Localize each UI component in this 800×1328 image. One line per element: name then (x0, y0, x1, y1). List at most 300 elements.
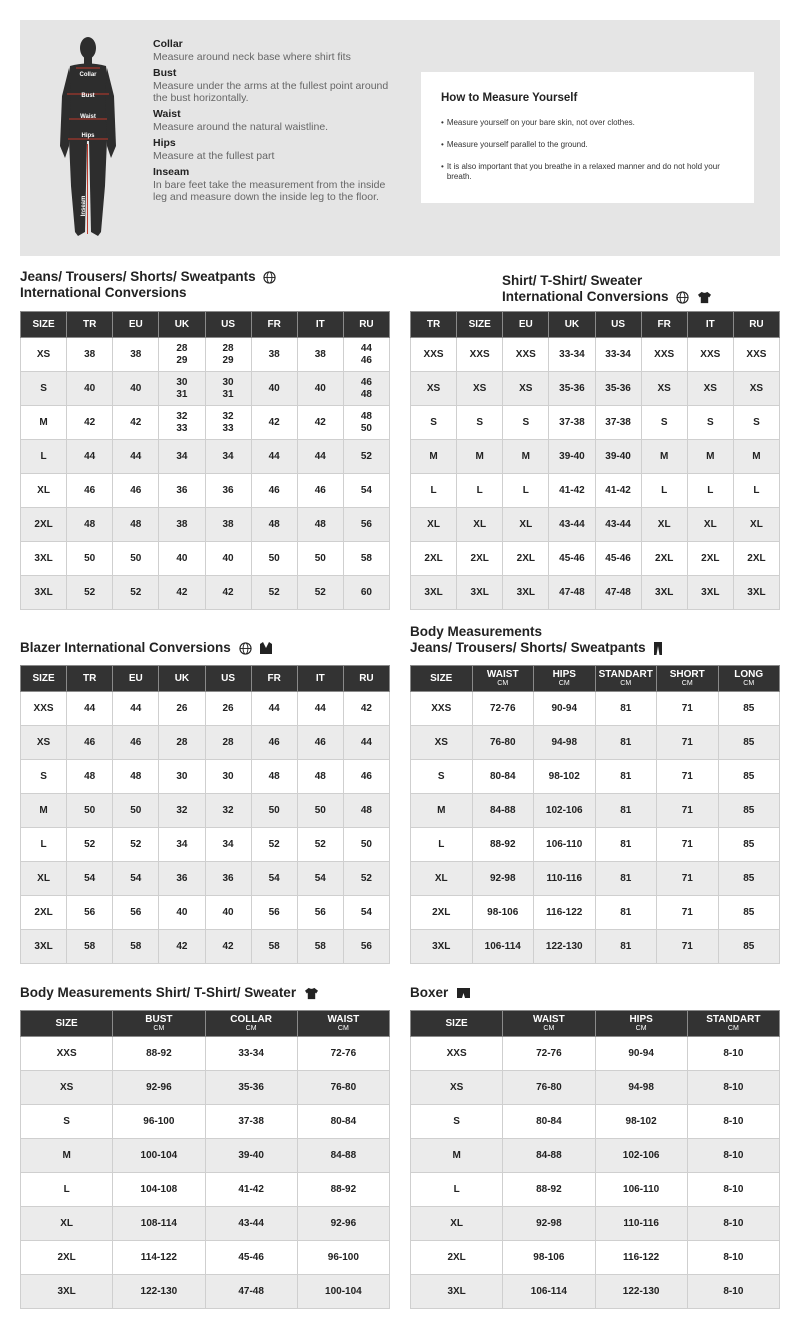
definition-waist (153, 108, 393, 133)
table-cell: 26 (159, 692, 205, 726)
table-cell: 28 29 (159, 338, 205, 372)
definition-title: Waist (153, 108, 181, 120)
definition-title: Collar (153, 38, 183, 50)
title-line: Body Measurements Shirt/ T-Shirt/ Sweater (20, 985, 297, 1000)
table-cell: 84-88 (503, 1139, 595, 1173)
table-cell: 98-102 (534, 760, 596, 794)
title-line: Jeans/ Trousers/ Shorts/ Sweatpants (20, 269, 256, 284)
table-cell: 85 (718, 828, 780, 862)
table-cell: XXS (457, 338, 503, 372)
table-cell: 30 (205, 760, 251, 794)
table-cell: 122-130 (534, 930, 596, 964)
table-cell: 88-92 (297, 1173, 389, 1207)
table-cell: 50 (67, 542, 113, 576)
table-cell: 50 (343, 828, 389, 862)
measurement-definitions (153, 38, 393, 207)
table-cell: XXS (641, 338, 687, 372)
table-cell: 45-46 (549, 542, 595, 576)
table-cell: 71 (657, 828, 719, 862)
body-shirt-section-title (20, 985, 319, 1001)
table-row (411, 1037, 780, 1071)
column-header (733, 312, 779, 338)
table-cell: XS (457, 372, 503, 406)
column-header (549, 312, 595, 338)
column-unit-label: CM (635, 1025, 647, 1032)
table-cell: 46 (67, 474, 113, 508)
column-header (159, 666, 205, 692)
column-header (205, 1011, 297, 1037)
table-cell: 42 (205, 576, 251, 610)
how-to-measure-title: How to Measure Yourself (441, 92, 578, 104)
table-cell: 81 (595, 828, 657, 862)
table-cell: 3XL (21, 1275, 113, 1309)
table-cell: 32 (159, 794, 205, 828)
table-cell: 45-46 (205, 1241, 297, 1275)
table-row (411, 794, 780, 828)
table-row (21, 372, 390, 406)
pants-icon (653, 641, 663, 656)
title-line: Jeans/ Trousers/ Shorts/ Sweatpants (410, 640, 646, 655)
table-cell: 38 (251, 338, 297, 372)
table-row (21, 440, 390, 474)
table-cell: 36 (205, 474, 251, 508)
table-cell: L (411, 474, 457, 508)
table-cell: 48 50 (343, 406, 389, 440)
table-cell: XXS (411, 692, 473, 726)
table-cell: XL (687, 508, 733, 542)
table-row (21, 474, 390, 508)
boxer-icon (456, 987, 471, 999)
globe-icon (239, 642, 252, 655)
table-cell: L (733, 474, 779, 508)
table-cell: 50 (297, 542, 343, 576)
table-cell: 42 (67, 406, 113, 440)
body-figure-illustration (58, 36, 118, 240)
column-header-label: RU (749, 319, 764, 330)
table-row (411, 862, 780, 896)
table-cell: 104-108 (113, 1173, 205, 1207)
table-cell: 36 (159, 474, 205, 508)
column-header-label: TR (83, 319, 97, 330)
table-cell: 58 (251, 930, 297, 964)
table-cell: 2XL (503, 542, 549, 576)
table-cell: 54 (343, 896, 389, 930)
table-cell: 52 (67, 576, 113, 610)
column-unit-label: CM (153, 1025, 165, 1032)
table-cell: 54 (343, 474, 389, 508)
table-cell: 35-36 (595, 372, 641, 406)
blazer-icon (259, 641, 273, 655)
table-cell: 32 33 (159, 406, 205, 440)
table-header-row (21, 666, 390, 692)
table-cell: 46 (113, 726, 159, 760)
table-cell: 33-34 (549, 338, 595, 372)
table-cell: 32 33 (205, 406, 251, 440)
table-header-row (411, 666, 780, 692)
column-header-label: WAIST (327, 1014, 360, 1025)
column-header (472, 666, 534, 692)
table-cell: XL (411, 862, 473, 896)
table-cell: 96-100 (113, 1105, 205, 1139)
table-row (21, 794, 390, 828)
table-cell: 76-80 (297, 1071, 389, 1105)
table-cell: 52 (297, 576, 343, 610)
column-header-label: FR (267, 319, 281, 330)
column-header-label: WAIST (486, 669, 519, 680)
table-row (21, 930, 390, 964)
definition-hips (153, 137, 393, 162)
column-header-label: WAIST (533, 1014, 565, 1025)
table-cell: 110-116 (534, 862, 596, 896)
table-cell: M (641, 440, 687, 474)
table-cell: 38 (67, 338, 113, 372)
table-cell: 44 (297, 440, 343, 474)
table-cell: 42 (251, 406, 297, 440)
table-cell: S (411, 760, 473, 794)
table-cell: 88-92 (472, 828, 534, 862)
column-header-label: US (611, 319, 626, 330)
how-to-item-text: Measure yourself on your bare skin, not over clothes. (446, 118, 635, 127)
table-cell: 81 (595, 692, 657, 726)
table-row (21, 406, 390, 440)
definition-text: Measure under the arms at the fullest point around the bust horizontally. (153, 80, 389, 104)
table-cell: 47-48 (549, 576, 595, 610)
column-header-label: LONG (734, 669, 764, 680)
table-cell: 34 (159, 828, 205, 862)
table-cell: 37-38 (549, 406, 595, 440)
table-cell: L (21, 828, 67, 862)
table-row (411, 896, 780, 930)
table-cell: S (411, 406, 457, 440)
column-header (595, 666, 657, 692)
table-cell: 38 (205, 508, 251, 542)
table-row (21, 508, 390, 542)
table-cell: 37-38 (205, 1105, 297, 1139)
column-header-label: RU (359, 319, 374, 330)
definition-text: Measure around neck base where shirt fits (153, 51, 351, 63)
table-cell: 35-36 (205, 1071, 297, 1105)
table-cell: 37-38 (595, 406, 641, 440)
table-cell: 72-76 (297, 1037, 389, 1071)
table-cell: 28 (205, 726, 251, 760)
table-cell: 47-48 (205, 1275, 297, 1309)
table-row (411, 692, 780, 726)
table-cell: 41-42 (549, 474, 595, 508)
table-cell: 122-130 (595, 1275, 687, 1309)
table-cell: 92-96 (297, 1207, 389, 1241)
column-header-label: HIPS (552, 669, 576, 680)
column-unit-label: CM (620, 680, 632, 687)
column-header (411, 312, 457, 338)
column-header (113, 1011, 205, 1037)
table-cell: 71 (657, 726, 719, 760)
table-cell: 50 (251, 794, 297, 828)
table-cell: 45-46 (595, 542, 641, 576)
table-cell: M (687, 440, 733, 474)
how-to-measure-box (421, 72, 754, 203)
blazer-section-title (20, 640, 273, 656)
column-unit-label: CM (681, 680, 693, 687)
table-cell: 85 (718, 760, 780, 794)
table-cell: 39-40 (595, 440, 641, 474)
table-cell: 44 (251, 440, 297, 474)
table-cell: 44 (67, 692, 113, 726)
table-cell: XXS (687, 338, 733, 372)
table-row (411, 542, 780, 576)
table-cell: XL (503, 508, 549, 542)
column-header (343, 666, 389, 692)
column-unit-label: CM (727, 1025, 739, 1032)
table-cell: XXS (411, 1037, 503, 1071)
table-cell: 76-80 (503, 1071, 595, 1105)
column-header (251, 666, 297, 692)
table-cell: 8-10 (687, 1139, 779, 1173)
how-to-item (441, 118, 734, 128)
column-header-label: IT (705, 319, 715, 330)
table-cell: 88-92 (113, 1037, 205, 1071)
table-cell: XL (21, 862, 67, 896)
table-cell: 56 (251, 896, 297, 930)
table-row (21, 896, 390, 930)
table-cell: 116-122 (534, 896, 596, 930)
table-cell: 81 (595, 760, 657, 794)
table-cell: 56 (67, 896, 113, 930)
column-unit-label: CM (337, 1025, 349, 1032)
table-cell: 100-104 (297, 1275, 389, 1309)
column-header-label: SIZE (468, 319, 491, 330)
title-line: Blazer International Conversions (20, 640, 231, 655)
bullet-icon: • (441, 140, 444, 149)
column-header (641, 312, 687, 338)
table-cell: 3XL (733, 576, 779, 610)
table-row (21, 1173, 390, 1207)
table-cell: 44 (67, 440, 113, 474)
table-cell: 102-106 (534, 794, 596, 828)
table-cell: 30 31 (205, 372, 251, 406)
table-cell: 52 (251, 576, 297, 610)
body-jeans-section-title (410, 624, 663, 656)
table-cell: 122-130 (113, 1275, 205, 1309)
table-cell: 81 (595, 930, 657, 964)
table-cell: 2XL (21, 508, 67, 542)
table-cell: XL (457, 508, 503, 542)
table-cell: 46 (67, 726, 113, 760)
table-cell: 44 (251, 692, 297, 726)
table-cell: 110-116 (595, 1207, 687, 1241)
table-cell: 58 (343, 542, 389, 576)
column-header (297, 666, 343, 692)
column-header-label: US (221, 319, 236, 330)
table-cell: 44 (297, 692, 343, 726)
table-cell: 2XL (411, 1241, 503, 1275)
definition-title: Bust (153, 67, 177, 79)
table-cell: 40 (159, 542, 205, 576)
table-cell: 52 (343, 440, 389, 474)
column-header (534, 666, 596, 692)
table-cell: 80-84 (472, 760, 534, 794)
column-header-label: TR (83, 673, 97, 684)
table-cell: 71 (657, 862, 719, 896)
table-cell: 48 (67, 760, 113, 794)
column-header (503, 1011, 595, 1037)
table-row (21, 692, 390, 726)
tshirt-icon (304, 987, 319, 1000)
column-header (595, 312, 641, 338)
table-cell: 2XL (641, 542, 687, 576)
table-cell: 71 (657, 930, 719, 964)
column-header-label: STANDART (598, 669, 653, 680)
column-header (67, 666, 113, 692)
title-line: Boxer (410, 985, 449, 1000)
globe-icon (263, 271, 276, 284)
table-cell: 2XL (21, 896, 67, 930)
column-header-label: SIZE (55, 1018, 78, 1029)
table-row (411, 440, 780, 474)
table-row (411, 930, 780, 964)
table-row (411, 338, 780, 372)
table-cell: 56 (297, 896, 343, 930)
table-cell: 54 (251, 862, 297, 896)
table-cell: XS (21, 726, 67, 760)
table-header-row (411, 1011, 780, 1037)
table-cell: 46 (113, 474, 159, 508)
table-cell: 71 (657, 794, 719, 828)
figure-label-hips: Hips (81, 133, 95, 139)
column-header-label: SIZE (430, 673, 453, 684)
column-header-label: US (221, 673, 236, 684)
column-header-label: UK (174, 319, 190, 330)
table-cell: 26 (205, 692, 251, 726)
table-cell: XL (411, 1207, 503, 1241)
table-row (411, 508, 780, 542)
body-shirt-measurement-table (20, 1010, 390, 1309)
column-header (595, 1011, 687, 1037)
table-cell: 3XL (411, 1275, 503, 1309)
column-header (205, 666, 251, 692)
table-cell: 43-44 (205, 1207, 297, 1241)
table-cell: 41-42 (595, 474, 641, 508)
table-cell: 56 (113, 896, 159, 930)
table-cell: 106-110 (595, 1173, 687, 1207)
table-cell: 58 (67, 930, 113, 964)
table-cell: XXS (733, 338, 779, 372)
table-cell: 85 (718, 930, 780, 964)
table-cell: 2XL (687, 542, 733, 576)
table-cell: S (457, 406, 503, 440)
bullet-icon: • (441, 118, 444, 127)
table-cell: XS (21, 1071, 113, 1105)
table-cell: 84-88 (472, 794, 534, 828)
table-cell: 88-92 (503, 1173, 595, 1207)
table-cell: 92-98 (503, 1207, 595, 1241)
table-cell: 42 (343, 692, 389, 726)
table-cell: 92-98 (472, 862, 534, 896)
table-cell: 3XL (411, 576, 457, 610)
definition-inseam (153, 166, 393, 203)
table-cell: 81 (595, 896, 657, 930)
table-cell: S (687, 406, 733, 440)
table-cell: 38 (113, 338, 159, 372)
column-header (297, 312, 343, 338)
table-cell: 48 (113, 508, 159, 542)
column-header-label: FR (657, 319, 671, 330)
table-cell: M (411, 440, 457, 474)
table-cell: 47-48 (595, 576, 641, 610)
table-row (411, 1105, 780, 1139)
table-cell: 3XL (687, 576, 733, 610)
table-row (21, 1241, 390, 1275)
table-cell: 60 (343, 576, 389, 610)
table-cell: 43-44 (595, 508, 641, 542)
table-cell: M (733, 440, 779, 474)
table-cell: XXS (411, 338, 457, 372)
table-cell: 34 (205, 440, 251, 474)
column-header-label: EU (518, 319, 533, 330)
bullet-icon: • (441, 162, 444, 171)
shirt-conversion-table (410, 311, 780, 610)
table-cell: XL (21, 474, 67, 508)
table-cell: 44 (113, 440, 159, 474)
column-header (67, 312, 113, 338)
column-header (159, 312, 205, 338)
table-row (411, 1071, 780, 1105)
table-cell: 50 (113, 542, 159, 576)
table-cell: XS (503, 372, 549, 406)
column-header (718, 666, 780, 692)
table-cell: 3XL (503, 576, 549, 610)
definition-text: Measure around the natural waistline. (153, 121, 329, 133)
table-cell: 8-10 (687, 1241, 779, 1275)
title-line: Shirt/ T-Shirt/ Sweater (502, 273, 643, 288)
table-cell: 71 (657, 760, 719, 794)
how-to-item-text: Measure yourself parallel to the ground. (446, 140, 588, 149)
table-cell: 38 (159, 508, 205, 542)
boxer-section-title (410, 985, 471, 1001)
table-cell: S (503, 406, 549, 440)
table-row (411, 760, 780, 794)
table-cell: 2XL (411, 896, 473, 930)
table-cell: 85 (718, 896, 780, 930)
column-header (457, 312, 503, 338)
column-header-label: SHORT (669, 669, 705, 680)
table-cell: 102-106 (595, 1139, 687, 1173)
column-header-label: SIZE (32, 319, 55, 330)
table-cell: 54 (67, 862, 113, 896)
table-cell: 50 (67, 794, 113, 828)
column-header-label: FR (267, 673, 281, 684)
table-cell: XXS (503, 338, 549, 372)
table-cell: L (21, 1173, 113, 1207)
table-cell: XS (411, 726, 473, 760)
column-header (657, 666, 719, 692)
definition-title: Inseam (153, 166, 190, 178)
table-cell: 33-34 (595, 338, 641, 372)
column-header (21, 1011, 113, 1037)
blazer-conversion-table (20, 665, 390, 964)
table-cell: 52 (343, 862, 389, 896)
table-cell: 94-98 (595, 1071, 687, 1105)
table-cell: XL (641, 508, 687, 542)
globe-icon (676, 291, 689, 304)
table-cell: 50 (251, 542, 297, 576)
table-cell: 80-84 (503, 1105, 595, 1139)
table-row (411, 726, 780, 760)
table-cell: 108-114 (113, 1207, 205, 1241)
table-cell: XS (411, 1071, 503, 1105)
table-cell: 54 (113, 862, 159, 896)
column-header (411, 1011, 503, 1037)
table-cell: 46 (251, 726, 297, 760)
